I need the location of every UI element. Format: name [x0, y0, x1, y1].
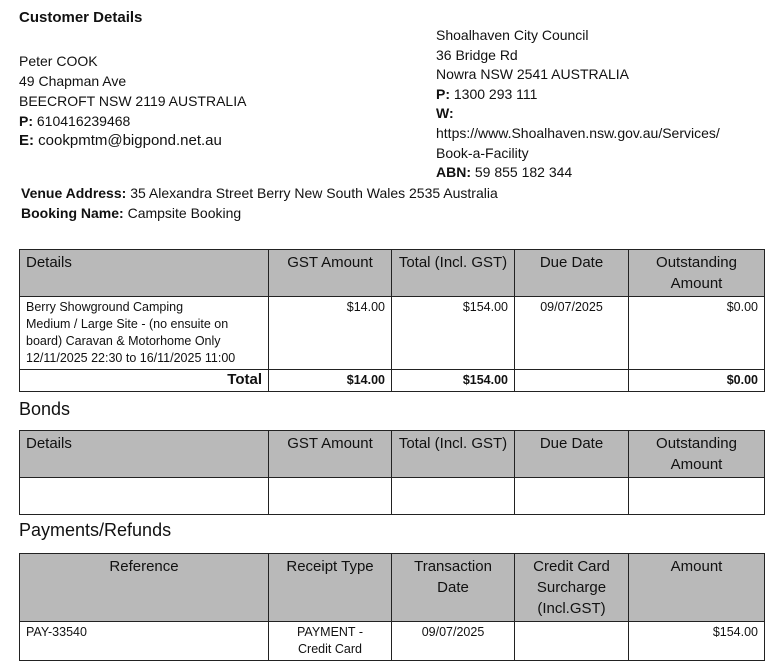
payments-header-row [20, 554, 765, 622]
charge-details-line3: board) Caravan & Motorhome Only [26, 334, 221, 348]
charges-total-row [20, 370, 765, 392]
venue-address: 35 Alexandra Street Berry New South Wales 2535 Australia [130, 185, 498, 201]
payment-reference: PAY-33540 [20, 622, 269, 661]
council-phone-label: P: [436, 85, 450, 102]
col-reference: Reference [20, 554, 269, 622]
council-address-line1: 36 Bridge Rd [436, 46, 518, 63]
table-row [20, 622, 765, 661]
council-address-line2: Nowra NSW 2541 AUSTRALIA [436, 66, 629, 83]
booking-info [21, 183, 498, 223]
payment-receipt-line1: PAYMENT - [297, 625, 363, 639]
col-details: Details [20, 250, 269, 297]
bonds-col-gst-amount: GST Amount [269, 431, 392, 478]
bonds-cell-empty [392, 478, 515, 515]
col-gst-amount: GST Amount [269, 250, 392, 297]
bonds-cell-empty [515, 478, 629, 515]
payments-title: Payments/Refunds [19, 520, 172, 540]
bonds-cell-empty [20, 478, 269, 515]
bonds-title: Bonds [19, 399, 71, 419]
bonds-empty-row [20, 478, 765, 515]
council-abn-row [436, 163, 720, 183]
charges-header-row [20, 250, 765, 297]
council-block [436, 26, 720, 183]
bonds-col-total-incl-gst: Total (Incl. GST) [392, 431, 515, 478]
total-total: $154.00 [392, 370, 515, 392]
bonds-cell-empty [629, 478, 765, 515]
charge-details-line1: Berry Showground Camping [26, 300, 184, 314]
col-credit-card-surcharge: Credit Card Surcharge (Incl.GST) [515, 554, 629, 622]
council-abn-label: ABN: [436, 164, 471, 181]
charge-gst: $14.00 [269, 297, 392, 370]
venue-row [21, 183, 498, 203]
charge-details-line4: 12/11/2025 22:30 to 16/11/2025 11:00 [26, 351, 236, 365]
bonds-cell-empty [269, 478, 392, 515]
council-phone-row [436, 85, 720, 105]
customer-phone-label: P: [19, 113, 33, 129]
payment-surcharge [515, 622, 629, 661]
customer-address-line1: 49 Chapman Ave [19, 73, 127, 89]
payments-table [19, 553, 765, 661]
charge-details [20, 297, 269, 370]
bonds-col-details: Details [20, 431, 269, 478]
total-gst: $14.00 [269, 370, 392, 392]
council-web-line1[interactable]: https://www.Shoalhaven.nsw.gov.au/Services/ [436, 124, 720, 141]
total-due-date-empty [515, 370, 629, 392]
bonds-table [19, 430, 765, 515]
charge-due-date: 09/07/2025 [515, 297, 629, 370]
venue-label: Venue Address: [21, 185, 127, 201]
council-web-label: W: [436, 105, 454, 122]
council-web-line2[interactable]: Book-a-Facility [436, 144, 529, 161]
col-total-incl-gst: Total (Incl. GST) [392, 250, 515, 297]
customer-email-row [19, 131, 246, 151]
customer-block [19, 51, 246, 151]
customer-address-line2: BEECROFT NSW 2119 AUSTRALIA [19, 93, 247, 109]
bonds-col-outstanding-amount: Outstanding Amount [629, 431, 765, 478]
payment-receipt-line2: Credit Card [298, 642, 362, 656]
charge-details-line2: Medium / Large Site - (no ensuite on [26, 317, 229, 331]
payment-date: 09/07/2025 [392, 622, 515, 661]
customer-phone: 610416239468 [36, 113, 131, 129]
total-outstanding: $0.00 [629, 370, 765, 392]
booking-name: Campsite Booking [127, 205, 242, 221]
customer-phone-row [19, 111, 246, 131]
bonds-header-row [20, 431, 765, 478]
table-row [20, 297, 765, 370]
charge-outstanding: $0.00 [629, 297, 765, 370]
col-due-date: Due Date [515, 250, 629, 297]
bonds-col-due-date: Due Date [515, 431, 629, 478]
booking-name-label: Booking Name: [21, 205, 124, 221]
payment-amount: $154.00 [629, 622, 765, 661]
council-phone: 1300 293 111 [453, 85, 538, 102]
col-transaction-date: Transaction Date [392, 554, 515, 622]
charges-table [19, 249, 765, 392]
col-outstanding-amount: Outstanding Amount [629, 250, 765, 297]
council-name: Shoalhaven City Council [436, 27, 589, 43]
col-receipt-type: Receipt Type [269, 554, 392, 622]
customer-email-label: E: [19, 132, 34, 149]
customer-email: cookpmtm@bigpond.net.au [38, 132, 222, 149]
customer-details-title: Customer Details [19, 9, 143, 26]
booking-name-row [21, 203, 498, 223]
charge-total: $154.00 [392, 297, 515, 370]
total-label: Total [20, 370, 269, 392]
payment-receipt-type [269, 622, 392, 661]
customer-name: Peter COOK [19, 53, 98, 69]
council-abn: 59 855 182 344 [474, 164, 573, 181]
col-amount: Amount [629, 554, 765, 622]
